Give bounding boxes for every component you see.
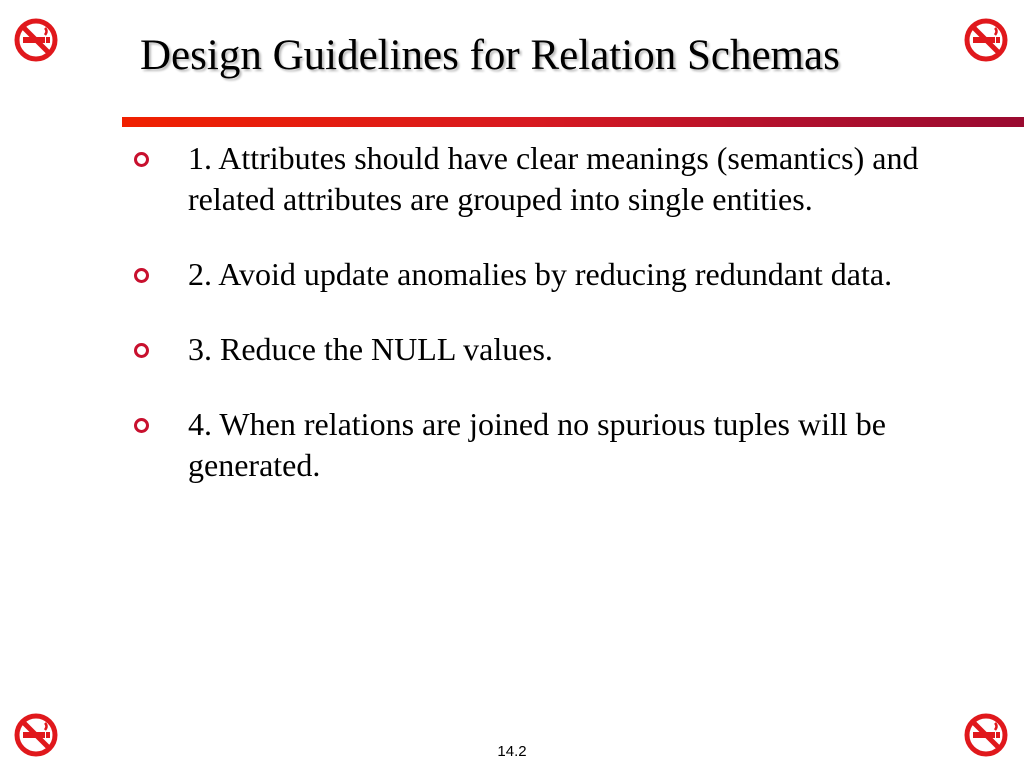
hollow-circle-bullet-icon	[134, 152, 149, 167]
hollow-circle-bullet-icon	[134, 418, 149, 433]
list-item	[130, 254, 1000, 295]
bullet-text: 4. When relations are joined no spurious tuples will be generated.	[188, 406, 886, 483]
hollow-circle-bullet-icon	[134, 343, 149, 358]
bullet-text: 1. Attributes should have clear meanings (semantics) and related attributes are grouped into single entities.	[188, 140, 919, 217]
bullet-text: 3. Reduce the NULL values.	[188, 331, 553, 367]
bullet-list	[130, 138, 1000, 520]
slide-title: Design Guidelines for Relation Schemas	[140, 32, 840, 79]
page-number: 14.2	[497, 743, 527, 760]
list-item	[130, 329, 1000, 370]
title-divider	[122, 117, 1024, 127]
list-item	[130, 138, 1000, 220]
hollow-circle-bullet-icon	[134, 268, 149, 283]
list-item	[130, 404, 1000, 486]
bullet-text: 2. Avoid update anomalies by reducing redundant data.	[188, 256, 893, 292]
no-smoking-icon	[14, 18, 58, 62]
